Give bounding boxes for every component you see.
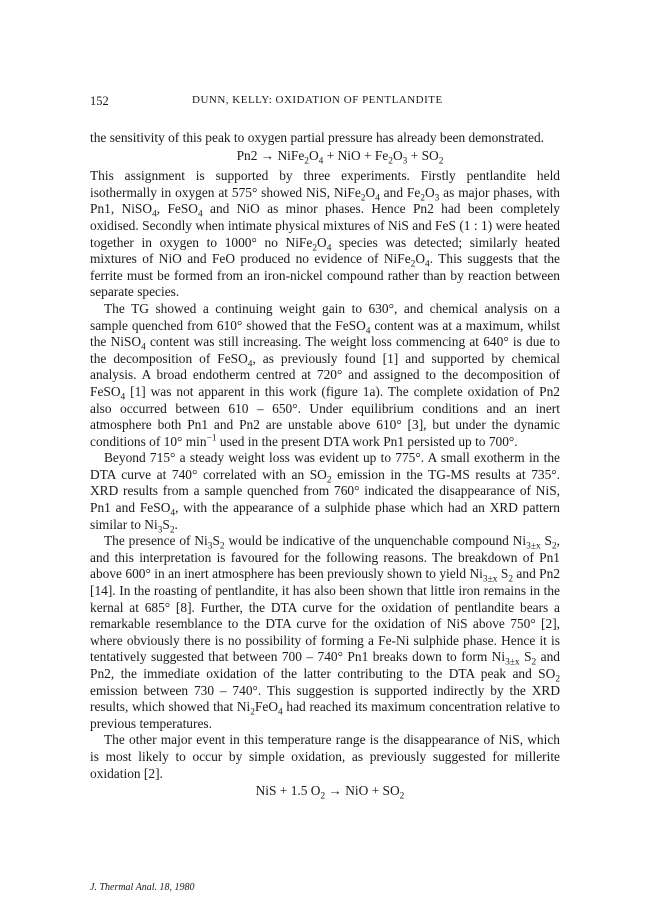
paragraph: This assignment is supported by three experiments. Firstly pentlandite held isothermally in oxygen at 575° showed NiS, $NiFe_2O_4$ and $Fe_2O_3$ as major phases, with Pn1, NiSO$_4$, FeSO$_4$ and NiO as minor phases. Hence Pn2 had been completely oxidised. Secondly when intimate physical mixtures of NiS and FeS (1 : 1) were heated together in oxygen to 1000° no $NiFe_2O_4$ species was detected; similarly heated mixtures of NiO and FeO produced no evidence of $NiFe_2O_4$. This suggests that the ferrite must be formed from an iron-nickel compound rather than by reaction between separate species. bbox=[90, 168, 561, 300]
paragraph: Beyond 715° a steady weight loss was evident up to 775°. A small exotherm in the DTA curve at 740° correlated with an $SO_2$ emission in the TG-MS results at 735°. XRD results from a sample quenched from 760° indicated the disappearance of NiS, Pn1 and FeSO$_4$, with the appearance of a sulphide phase which had an XRD pattern similar to $Ni_3S_2$. bbox=[90, 450, 560, 536]
page bbox=[90, 94, 560, 804]
paragraph: the sensitivity of this peak to oxygen partial pressure has already been demonstrated. bbox=[90, 130, 545, 145]
equation: $Pn2 \to NiFe_2O_4$ + NiO + $Fe_2O_3 + SO_2$ bbox=[236, 147, 444, 167]
running-title: DUNN, KELLY: OXIDATION OF PENTLANDITE bbox=[192, 94, 443, 106]
page-header bbox=[90, 94, 560, 116]
paragraph: The presence of $Ni_3S_2$ would be indicative of the unquenchable compound $Ni_{3\pm x}$ $S_2$, and this interpretation is favoured for the following reasons. The breakdown of Pn1 above 600° in an inert atmosphere has been previously shown to yield $Ni_{3\pm x}$ $S_2$ and Pn2 [14]. In the roasting of pentlandite, it has also been shown that little iron remains in the kernal at 685° [8]. Further, the DTA curve for the oxidation of pentlandite bears a remarkable resemblance to the DTA curve for the oxidation of NiS above 750° [2], where obviously there is no possibility of forming a Fe-Ni sulphide phase. Hence it is tentatively suggested that between 700 – 740° Pn1 breaks down to form $Ni_{3\pm x}$ $S_2$ and Pn2, the immediate oxidation of the latter contributing to the DTA peak and $SO_2$ emission between 730 – 740°. This suggestion is supported indirectly by the XRD results, which showed that $Ni_2FeO_4$ had reached its maximum concentration relative to previous temperatures. bbox=[90, 533, 561, 731]
paragraph: The other major event in this temperature range is the disappearance of NiS, which is most likely to occur by simple oxidation, as previously suggested for millerite oxidation [2]. bbox=[90, 732, 560, 781]
journal-footer: J. Thermal Anal. 18, 1980 bbox=[90, 882, 195, 893]
equation: NiS + 1.5 $O_2$ → NiO + $SO_2$ bbox=[255, 783, 405, 802]
article-body bbox=[90, 130, 560, 800]
page-number: 152 bbox=[90, 94, 109, 108]
paragraph: The TG showed a continuing weight gain to 630°, and chemical analysis on a sample quenched from 610° showed that the FeSO$_4$ content was at a maximum, whilst the NiSO$_4$ content was still increasing. The weight loss commencing at 640° is due to the decomposition of FeSO$_4$, as previously found [1] and supported by chemical analysis. A broad endotherm centred at 720° and assigned to the decomposition of FeSO$_4$ [1] was not apparent in this work (figure 1a). The complete oxidation of Pn2 also occurred between 610 – 650°. Under equilibrium conditions and an inert atmosphere both Pn1 and Pn2 are unstable above 610° [3], but under the dynamic conditions of 10° $\min^{-1}$ used in the present DTA work Pn1 persisted up to 700°. bbox=[90, 300, 561, 449]
